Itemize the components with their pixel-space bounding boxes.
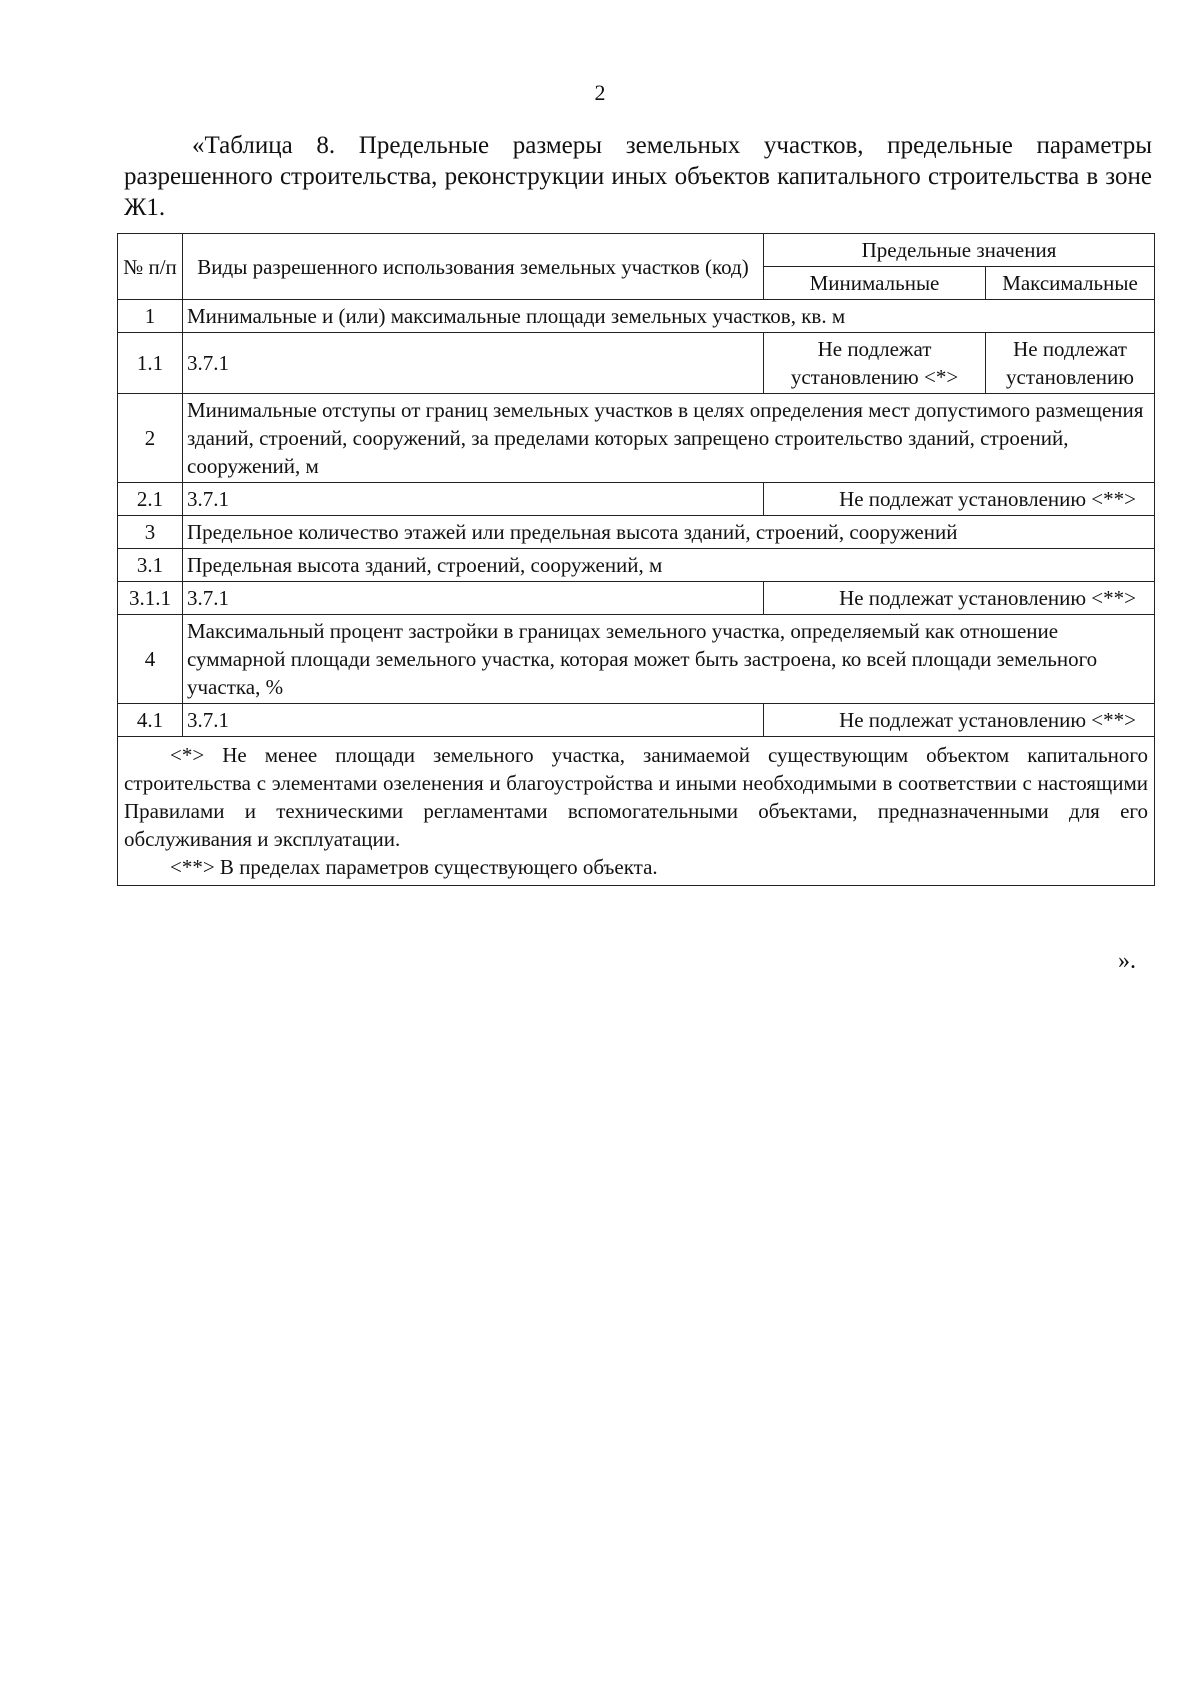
table-row (118, 333, 1155, 394)
row-num: 4.1 (118, 704, 183, 737)
note-text: <**> В пределах параметров существующего объекта. (170, 855, 658, 879)
row-num: 1 (118, 300, 183, 333)
row-value: Не подлежат установлению <**> (764, 582, 1155, 615)
table-row (118, 516, 1155, 549)
row-num: 1.1 (118, 333, 183, 394)
table-heading-text: «Таблица 8. Предельные размеры земельных участков, предельные параметры разрешенного строительства, реконструкции иных объектов капитального строительства в зоне Ж1. (124, 132, 1152, 221)
row-num: 3.1.1 (118, 582, 183, 615)
row-text: Максимальный процент застройки в границах земельного участка, определяемый как отношение суммарной площади земельного участка, которая может быть застроена, ко всей площади земельного участка, % (183, 615, 1155, 704)
row-min-value: Не подлежат установлению <*> (764, 333, 986, 394)
row-text: Минимальные отступы от границ земельных участков в целях определения мест допустимого размещения зданий, строений, сооружений, за пределами которых запрещено строительство зданий, строений, сооружений, м (183, 394, 1155, 483)
header-row (118, 234, 1155, 267)
row-text: Предельная высота зданий, строений, сооружений, м (183, 549, 1155, 582)
row-value: Не подлежат установлению <**> (764, 704, 1155, 737)
table-heading (124, 130, 1152, 223)
row-num: 4 (118, 615, 183, 704)
row-text: Минимальные и (или) максимальные площади земельных участков, кв. м (183, 300, 1155, 333)
table-row (118, 549, 1155, 582)
note-item (124, 741, 1148, 853)
table-row (118, 704, 1155, 737)
header-num: № п/п (118, 234, 183, 300)
header-limit-values: Предельные значения (764, 234, 1155, 267)
table-row (118, 483, 1155, 516)
note-item (124, 853, 1148, 881)
row-num: 3 (118, 516, 183, 549)
row-code: 3.7.1 (183, 333, 764, 394)
row-code: 3.7.1 (183, 483, 764, 516)
row-value: Не подлежат установлению <**> (764, 483, 1155, 516)
row-num: 3.1 (118, 549, 183, 582)
header-use-types: Виды разрешенного использования земельных участков (код) (183, 234, 764, 300)
table-row (118, 300, 1155, 333)
table-row (118, 582, 1155, 615)
table-notes (118, 737, 1155, 886)
row-code: 3.7.1 (183, 582, 764, 615)
row-code: 3.7.1 (183, 704, 764, 737)
table-row (118, 615, 1155, 704)
header-minimal: Минимальные (764, 267, 986, 300)
header-maximal: Максимальные (986, 267, 1155, 300)
closing-quote: ». (1118, 948, 1136, 974)
notes-row (118, 737, 1155, 886)
page-number: 2 (594, 80, 606, 105)
row-text: Предельное количество этажей или предельная высота зданий, строений, сооружений (183, 516, 1155, 549)
note-text: <*> Не менее площади земельного участка, занимаемой существующим объектом капитального строительства с элементами озеленения и благоустройства и иными необходимыми в соответствии с настоящими Правилами и техническими регламентами вспомогательными объектами, предназначенными для его обслуживания и эксплуатации. (124, 743, 1148, 851)
limits-table (117, 233, 1155, 886)
row-max-value: Не подлежат установлению (986, 333, 1155, 394)
row-num: 2 (118, 394, 183, 483)
table-row (118, 394, 1155, 483)
row-num: 2.1 (118, 483, 183, 516)
